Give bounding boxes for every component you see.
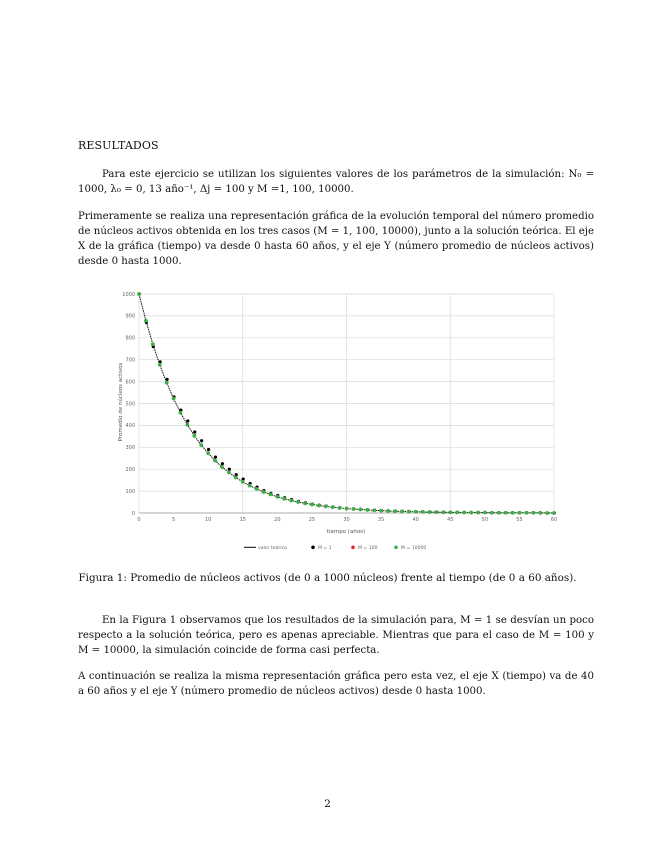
data-point-m10000 [282,497,286,501]
legend-swatch-point [311,546,315,550]
figure-caption: Figura 1: Promedio de núcleos activos (de 0 a 1000 núcleos) frente al tiempo (de 0 a 60 años). [78,572,577,584]
data-point-m10000 [372,508,376,512]
data-point-m10000 [192,434,196,438]
y-tick-label: 200 [125,467,135,473]
x-tick-label: 20 [274,517,281,523]
data-point-m10000 [345,507,349,511]
data-point-m10000 [545,511,549,515]
decay-chart [108,287,560,559]
data-point-m10000 [524,511,528,515]
data-point-m10000 [435,510,439,514]
data-point-m10000 [165,381,169,385]
data-point-m1 [221,462,224,465]
data-point-m10000 [151,342,155,346]
data-point-m10000 [352,507,356,511]
data-point-m10000 [421,510,425,514]
x-tick-label: 10 [204,517,212,523]
data-point-m10000 [490,511,494,515]
data-point-m10000 [227,471,231,475]
data-point-m10000 [255,487,259,491]
chart-grid [139,294,554,513]
paragraph-parameters: Para este ejercicio se utilizan los siguientes valores de los parámetros de la simulación: N₀ = 1000, λ₀ = 0, 13 año⁻¹, Δj = 100 y M =1, 100, 10000. [78,169,594,195]
y-tick-label: 300 [125,445,135,452]
data-point-m10000 [275,495,279,499]
x-tick-label: 15 [239,517,246,523]
y-tick-label: 900 [125,313,135,320]
data-point-m10000 [234,476,238,480]
data-point-m10000 [199,443,203,447]
chart-ticks [122,292,557,523]
page-number: 2 [324,798,331,810]
data-point-m10000 [414,510,418,514]
legend-swatch-point [351,546,355,550]
x-tick-label: 40 [412,517,419,523]
data-point-m10000 [186,423,190,427]
data-point-m10000 [310,503,314,507]
paragraph-discussion: En la Figura 1 observamos que los resultados de la simulación para, M = 1 se desvían un poco respecto a la solución teórica, pero es apenas apreciable. Mientras que para el caso de M = 100 y M = 10000, la simulación coincide de forma casi perfecta. [78,615,594,656]
data-point-m10000 [483,511,487,515]
x-tick-label: 0 [137,517,141,523]
data-point-m10000 [462,511,466,515]
data-point-m10000 [338,506,342,510]
data-point-m10000 [365,508,369,512]
data-point-m1 [228,468,231,471]
x-tick-label: 45 [447,517,454,523]
legend-label: M = 100 [358,546,378,551]
x-tick-label: 55 [516,517,523,523]
x-tick-label: 50 [481,517,489,523]
data-point-m10000 [476,511,480,515]
data-point-m10000 [179,411,183,415]
x-tick-label: 35 [377,517,385,523]
data-point-m10000 [504,511,508,515]
x-axis-label: tiempo (años) [326,529,366,535]
y-tick-label: 0 [131,510,135,517]
data-point-m1 [186,419,189,422]
y-tick-label: 800 [125,335,135,342]
data-point-m10000 [220,465,224,469]
data-point-m10000 [317,504,321,508]
data-point-m10000 [393,509,397,513]
data-point-m10000 [172,397,176,401]
data-point-m10000 [441,510,445,514]
x-tick-label: 5 [171,517,176,523]
paragraph-figure-intro: Primeramente se realiza una representación gráfica de la evolución temporal del número promedio de núcleos activos obtenida en los tres casos (M = 1, 100, 10000), junto a la solución teórica. El eje X de la gráfica (tiempo) va desde 0 hasta 60 años, y el eje Y (número promedio de núcleos activos) desde 0 hasta 1000. [78,211,594,267]
data-point-m1 [207,448,210,451]
data-point-m1 [165,378,168,381]
data-point-m10000 [386,509,390,513]
legend-label: valor teórico [258,546,287,551]
data-point-m10000 [518,511,522,515]
data-point-m10000 [455,510,459,514]
data-point-m10000 [303,501,307,505]
data-point-m1 [214,456,217,459]
data-point-m10000 [497,511,501,515]
y-tick-label: 500 [125,401,135,408]
data-point-m10000 [248,484,252,488]
data-point-m10000 [469,511,473,515]
data-point-m10000 [531,511,535,515]
legend-swatch-point [394,546,398,550]
data-point-m10000 [241,480,245,484]
y-tick-label: 700 [125,357,135,364]
data-point-m10000 [213,459,217,463]
data-point-m10000 [269,492,273,496]
data-point-m10000 [296,500,300,504]
section-heading: RESULTADOS [78,139,159,152]
data-point-m10000 [144,319,148,323]
x-tick-label: 30 [343,517,350,523]
data-point-m10000 [448,510,452,514]
data-point-m10000 [400,510,404,514]
data-point-m10000 [324,505,328,509]
chart-legend [244,544,426,551]
data-point-m10000 [511,511,515,515]
data-point-m10000 [206,451,210,455]
x-tick-label: 60 [550,517,558,523]
y-tick-label: 400 [125,423,135,430]
legend-label: M = 10000 [401,546,427,551]
data-point-m10000 [428,510,432,514]
data-point-m10000 [262,490,266,494]
legend-label: M = 1 [318,546,332,551]
data-point-m1 [193,430,196,433]
data-point-m10000 [538,511,542,515]
data-point-m10000 [289,499,293,503]
data-point-m1 [200,439,203,442]
y-axis-label: Promedio de núcleos activos [118,362,124,442]
data-point-m10000 [407,510,411,514]
paragraph-next-figure: A continuación se realiza la misma representación gráfica pero esta vez, el eje X (tiempo) va de 40 a 60 años y el eje Y (número promedio de núcleos activos) desde 0 hasta 1000. [78,671,594,697]
data-point-m10000 [331,505,335,509]
data-point-m10000 [358,508,362,512]
y-tick-label: 600 [125,379,135,386]
y-tick-label: 1000 [122,291,135,298]
data-point-m10000 [158,363,162,367]
data-point-m10000 [137,292,141,296]
x-tick-label: 25 [308,517,316,523]
data-point-m10000 [552,511,556,515]
y-tick-label: 100 [125,488,135,495]
data-point-m10000 [379,509,383,513]
